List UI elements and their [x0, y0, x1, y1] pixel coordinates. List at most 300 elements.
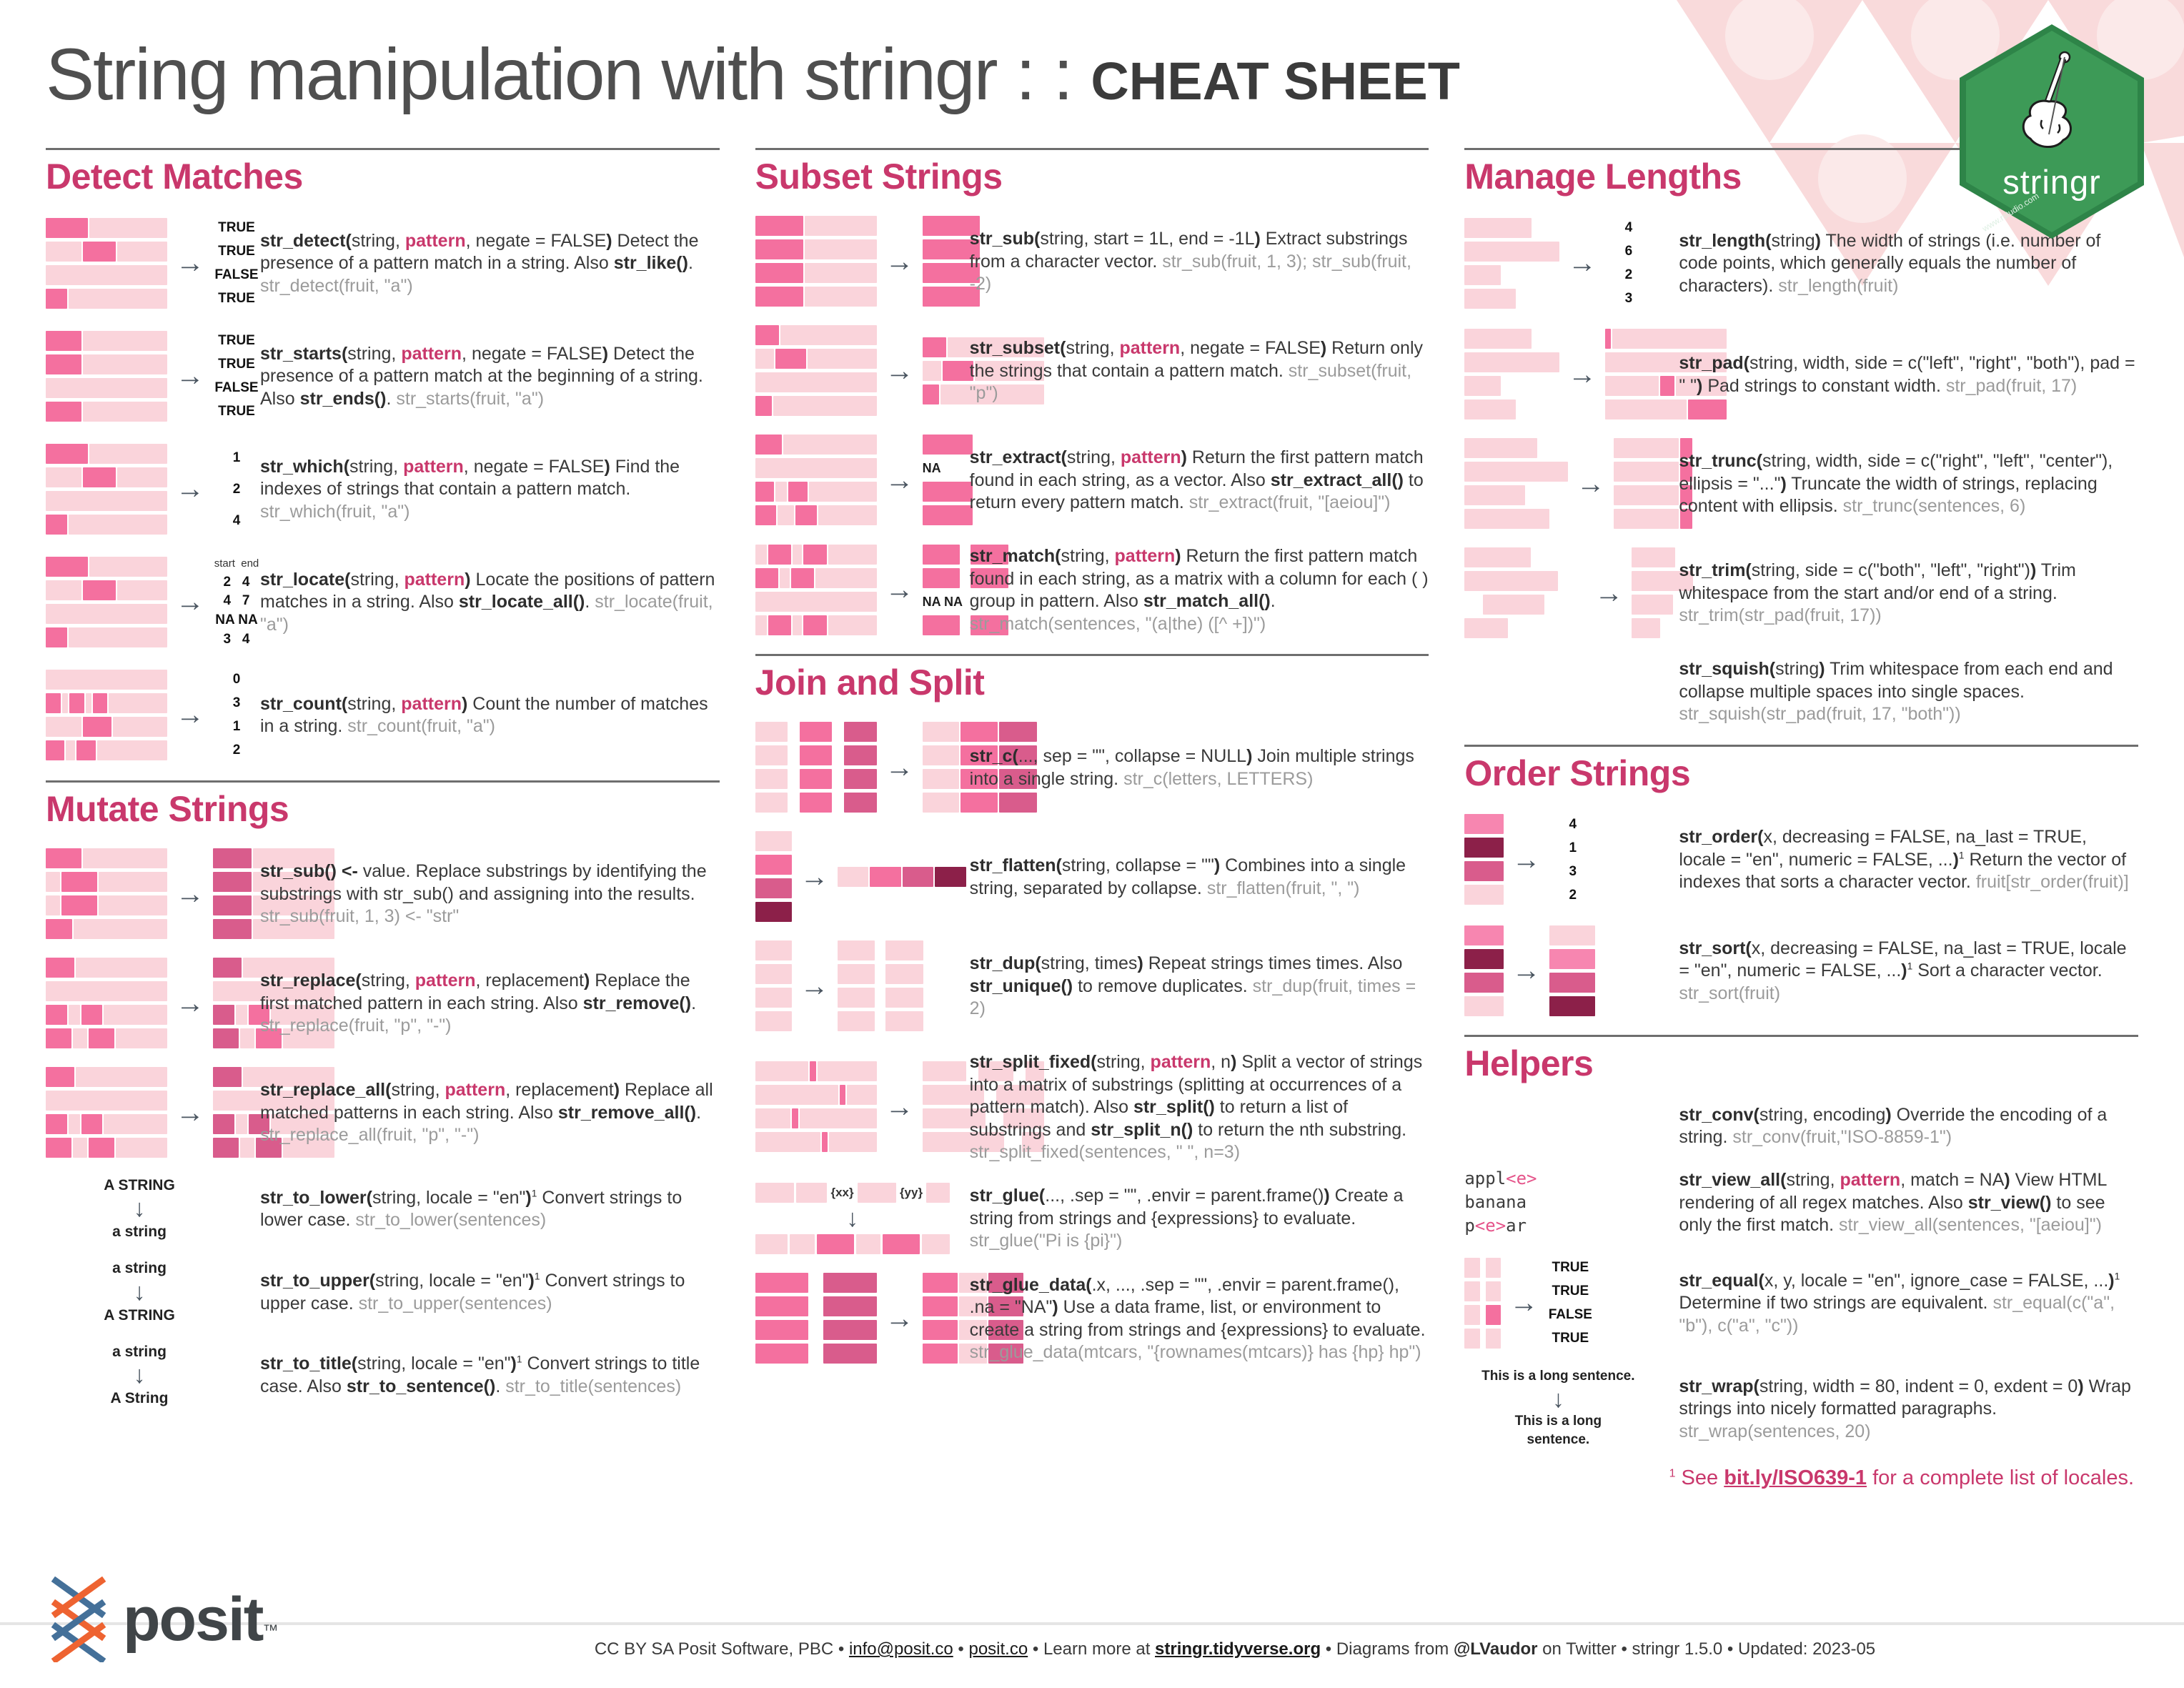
text-segment: , match = NA [1900, 1170, 2005, 1191]
diagram-box-row [755, 1085, 877, 1105]
code-line [1464, 1215, 1537, 1237]
entry-description [1679, 558, 2138, 627]
text-segment: banana [1464, 1191, 1527, 1212]
box-cell [823, 1344, 877, 1364]
box-cell [83, 402, 167, 422]
box-cell [808, 349, 876, 369]
text-segment: value. Replace substrings by identifying the substrings with str_sub() and assigning into the results. [260, 861, 707, 904]
text-segment: str_remove_all() [557, 1102, 697, 1123]
box-cell [1481, 1258, 1485, 1278]
text-segment: str_conv(fruit,"ISO-8859-1") [1732, 1127, 1952, 1147]
box-cell [1614, 462, 1679, 482]
arrow-down-icon: ↓ [1552, 1385, 1564, 1413]
text-segment: str_extract_all() [1270, 470, 1404, 490]
text-segment: string [1771, 230, 1815, 251]
arrow-right-icon: → [176, 586, 204, 617]
text-segment: string, width, side = c("right", "left", "center"), ellipsis = "..." [1679, 451, 2113, 494]
diagram-box-row [755, 878, 792, 898]
diagram-box-row [755, 592, 877, 612]
str_match-diagram [755, 545, 970, 635]
str_starts-diagram [46, 329, 260, 423]
diagram-box-row [1464, 571, 1586, 591]
diagram-top-label: This is a long sentence. [1481, 1369, 1635, 1384]
box-cell [788, 482, 807, 502]
arrow-right-icon: → [885, 1091, 914, 1123]
box-cell [923, 361, 942, 381]
section-title-join-and-split: Join and Split [755, 662, 985, 702]
text-segment: str_sub(fruit, 1, 3) <- "str" [260, 906, 460, 927]
text-segment: ) [1952, 849, 1959, 870]
content-columns [0, 131, 2184, 1490]
text-transform-diagram [46, 1259, 254, 1324]
diagram-box-row [838, 940, 923, 960]
diagram-box-row [46, 1067, 167, 1087]
text-segment: <e> [1474, 1215, 1507, 1236]
box-cell [213, 848, 252, 868]
box-cell [755, 1296, 809, 1316]
page-title-light: String manipulation with stringr : : [46, 34, 1091, 115]
box-cell [755, 545, 767, 565]
box-cell [83, 467, 116, 487]
box-cell [1464, 1281, 1479, 1301]
box-cell [780, 568, 789, 588]
text-segment: pattern [404, 569, 465, 590]
diagram-value: TRUE [218, 291, 255, 306]
box-cell [815, 568, 876, 588]
box-cell [236, 1005, 247, 1025]
box-cell [46, 402, 81, 422]
box-cell [240, 1138, 254, 1158]
diagram-bottom-label: a string [112, 1223, 167, 1241]
entry-str_to_title [46, 1343, 720, 1407]
diagram-box-row [838, 964, 923, 984]
box-cell [213, 872, 252, 892]
diagram-value: NA NA [215, 612, 258, 628]
text-segment: ) [602, 343, 609, 364]
box-cell [833, 769, 843, 789]
box-cell [1464, 861, 1503, 881]
diagram-box-row [1464, 509, 1549, 529]
box-cell [755, 1132, 820, 1152]
text-transform-diagram [46, 1176, 254, 1241]
input-strings [755, 722, 877, 813]
section-divider [755, 148, 1429, 150]
diagram-value: TRUE [218, 357, 255, 372]
logo-site-url: www.rstudio.com [1980, 191, 2041, 234]
text-segment: ) [1885, 1104, 1892, 1125]
text-segment: Find the indexes of strings that contain a pattern match. [260, 456, 680, 500]
diagram-box-row [1464, 814, 1503, 834]
arrow-right-icon: → [800, 970, 829, 1002]
input-strings [46, 557, 167, 647]
box-cell [46, 981, 167, 1001]
text-segment: appl [1464, 1168, 1507, 1188]
text-segment: str_trim( [1679, 560, 1752, 581]
text-segment: p [1464, 1215, 1475, 1236]
text-segment: ) [1254, 229, 1261, 249]
box-cell [213, 1114, 234, 1134]
box-cell [1464, 509, 1549, 529]
diagram-box-row [755, 1320, 877, 1340]
text-segment: ) [1815, 230, 1821, 251]
text-segment: str_replace_all(fruit, "p", "-") [260, 1125, 480, 1146]
box-cell [883, 1234, 920, 1254]
box-cell [923, 615, 960, 635]
box-cell [1612, 329, 1727, 349]
diagram-box-row [755, 988, 792, 1008]
box-cell [775, 349, 806, 369]
text-segment: , n [1211, 1052, 1231, 1072]
box-cell [810, 1273, 822, 1293]
box-cell [823, 1273, 877, 1293]
text-segment: str_conv( [1679, 1104, 1759, 1125]
diagram-box-row [1464, 547, 1586, 567]
diagram-value: 3 [232, 695, 241, 710]
box-cell [46, 1005, 67, 1025]
text-segment: <e> [1506, 1168, 1537, 1188]
text-segment: str_wrap( [1679, 1376, 1759, 1396]
text-segment: string, [350, 569, 404, 590]
text-segment: str_to_upper(sentences) [358, 1293, 552, 1314]
diagram-value: 3 4 [223, 632, 250, 647]
text-segment: str_to_sentence() [346, 1376, 496, 1396]
box-cell [1464, 218, 1532, 238]
box-cell [795, 505, 817, 525]
diagram-box-row [1464, 618, 1586, 638]
section-divider [46, 780, 720, 783]
box-cell [1660, 376, 1674, 396]
box-cell [840, 1085, 845, 1105]
diagram-bottom-label: sentence. [1527, 1431, 1590, 1447]
diagram-box-row [1464, 289, 1515, 309]
text-segment: Trim whitespace from the start and/or end of a string. [1679, 560, 2076, 603]
box-cell [961, 568, 970, 588]
text-segment: str_to_title(sentences) [505, 1376, 682, 1396]
box-cell [885, 1011, 923, 1031]
text-segment: pattern [415, 970, 476, 991]
diagram-box-row [46, 331, 167, 351]
box-cell [1464, 289, 1515, 309]
text-segment: 1 [516, 1354, 522, 1366]
box-cell [755, 482, 774, 502]
box-cell [923, 545, 960, 565]
text-segment: str_squish(str_pad(fruit, 17, "both")) [1679, 704, 1961, 724]
input-strings [1464, 438, 1568, 529]
box-cell [1464, 329, 1532, 349]
box-cell [847, 1085, 877, 1105]
entry-description [970, 336, 1429, 405]
diagram-box-row [1464, 329, 1532, 349]
diagram-box-row [755, 239, 877, 259]
diagram-box-row [755, 1183, 950, 1203]
entry-description [1679, 351, 2138, 397]
text-segment: str_view_all( [1679, 1170, 1787, 1191]
diagram-box-row [1549, 973, 1595, 993]
diagram-box-row [46, 1114, 167, 1134]
diagram-box-row [755, 505, 877, 525]
text-segment: Return the vector of indexes that sorts a character vector. [1679, 849, 2127, 893]
entry-str_conv [1464, 1103, 2138, 1149]
diagram-value: 2 [1569, 887, 1577, 903]
text-segment: ) [606, 230, 612, 251]
box-cell [1688, 399, 1727, 419]
text-segment: ) [1324, 1186, 1330, 1206]
text-segment: str_split() [1133, 1097, 1215, 1117]
text-segment: See [1675, 1466, 1724, 1490]
text-segment: str_flatten( [969, 855, 1062, 875]
text-segment: . [495, 1376, 506, 1396]
text-segment: 1 [531, 1188, 537, 1199]
link[interactable]: stringr.tidyverse.org [1155, 1639, 1321, 1659]
box-cell [923, 1320, 958, 1340]
text-segment: for a complete list of locales. [1867, 1466, 2135, 1490]
diagram-values [1547, 1256, 1594, 1350]
box-cell [810, 1296, 822, 1316]
arrow-right-icon: → [885, 1302, 914, 1334]
diagram-box-row [1549, 925, 1595, 945]
diagram-box-row [46, 740, 167, 760]
diagram-box-row [46, 981, 167, 1001]
link[interactable]: posit.co [968, 1639, 1028, 1659]
diagram-box-row [755, 263, 877, 283]
box-cell [844, 793, 876, 813]
box-cell [46, 580, 81, 600]
section-detect-matches [46, 148, 720, 762]
box-cell [755, 831, 792, 851]
text-segment: ) [583, 970, 590, 991]
text-segment: Trim whitespace from each end and collapse multiple spaces into single spaces. [1679, 659, 2113, 702]
diagram-box-row [1464, 925, 1503, 945]
box-cell [810, 1320, 822, 1340]
entry-str_glue [755, 1183, 1429, 1254]
text-segment: Combines into a single string, separated by collapse. [969, 855, 1406, 898]
text-segment: str_to_upper( [260, 1271, 376, 1291]
diagram-box-row [1464, 885, 1503, 905]
box-cell [935, 867, 966, 887]
diagram-value: TRUE [218, 244, 255, 259]
box-cell [74, 919, 167, 939]
text-segment: str_wrap(sentences, 20) [1679, 1421, 1871, 1441]
text-segment: ) [1213, 855, 1221, 875]
text-segment: str_sub() <- [260, 861, 363, 882]
text-segment: string [1775, 659, 1820, 679]
diagram-box-row [46, 717, 167, 737]
text-segment: . [585, 592, 595, 612]
str_count-diagram [46, 667, 260, 762]
box-cell [46, 1067, 74, 1087]
box-cell [755, 435, 782, 455]
diagram-box-row [46, 958, 167, 978]
stringr-hex-logo [1960, 24, 2144, 239]
box-cell [961, 615, 970, 635]
text-segment: Replace the first matched pattern in each string. Also [260, 970, 690, 1013]
text-segment: • Learn more at [1028, 1639, 1156, 1659]
box-cell [1614, 438, 1679, 458]
str_c-diagram [755, 722, 970, 813]
box-cell [755, 396, 773, 416]
box-cell [838, 867, 869, 887]
section-title-manage-lengths: Manage Lengths [1464, 157, 1742, 197]
diagram-box-row [1605, 399, 1727, 419]
diagram-box-row [923, 505, 973, 525]
section-title-order-strings: Order Strings [1464, 753, 1691, 793]
diagram-box-row [755, 435, 877, 455]
str_trunc-diagram [1464, 438, 1679, 529]
diagram-value: 4 [1624, 220, 1633, 235]
entry-description [260, 567, 720, 637]
link[interactable]: info@posit.co [848, 1639, 953, 1659]
text-segment: Convert strings to upper case. [260, 1271, 685, 1314]
text-segment: str_replace_all( [260, 1080, 392, 1101]
box-cell [213, 1067, 242, 1087]
section-subset-strings [755, 148, 1429, 635]
entry-str_starts [46, 329, 720, 423]
text-segment: ) [1780, 473, 1787, 494]
text-segment: str_length( [1679, 230, 1772, 251]
box-cell [768, 545, 791, 565]
column-3 [1464, 148, 2138, 1490]
text-segment: ) [462, 693, 468, 714]
text-segment: str_view() [1967, 1192, 2052, 1213]
text-segment: string, width, side = c("left", "right", "both"), pad = " " [1679, 353, 2135, 396]
text-segment: Locate the positions of pattern matches in a string. Also [260, 569, 715, 612]
box-cell [46, 604, 167, 624]
box-cell [885, 988, 923, 1008]
diagram-box-row [755, 902, 792, 922]
box-cell [46, 670, 167, 690]
diagram-box-row [755, 396, 877, 416]
box-cell [1605, 376, 1659, 396]
box-cell [961, 545, 970, 565]
text-segment: @LVaudor [1453, 1639, 1538, 1659]
str_split_fixed-diagram [755, 1061, 970, 1152]
arrow-right-icon: → [176, 1096, 204, 1128]
box-cell [809, 482, 877, 502]
diagram-top-label: a string [112, 1343, 167, 1360]
box-cell [755, 325, 780, 345]
diagram-value: 4 [232, 512, 241, 528]
box-cell [1464, 1258, 1479, 1278]
diagram-box-row [46, 1028, 167, 1048]
box-cell [1464, 618, 1507, 638]
box-cell [755, 1108, 791, 1128]
diagram-value: 2 4 [223, 574, 250, 590]
box-cell [83, 331, 167, 351]
diagram-box-row [755, 1344, 877, 1364]
text-segment: str_replace(fruit, "p", "-") [260, 1016, 452, 1036]
box-cell [1546, 595, 1586, 615]
diagram-bottom-label: A String [110, 1389, 169, 1406]
code-line [1464, 1168, 1537, 1190]
box-cell [1481, 1329, 1485, 1349]
entry-str_glue_data [755, 1273, 1429, 1364]
str_to_title-diagram [46, 1343, 260, 1407]
box-cell [923, 384, 940, 404]
box-cell [46, 919, 72, 939]
box-cell [61, 895, 97, 915]
diagram-value: 2 [232, 743, 241, 758]
diagram-box-row [755, 568, 877, 588]
box-cell [773, 396, 876, 416]
input-strings [1464, 218, 1559, 309]
diagram-box-row [46, 218, 167, 238]
str_glue_data-diagram [755, 1273, 970, 1364]
diagram-value: 2 [1624, 267, 1633, 282]
text-segment: str_trunc( [1679, 451, 1763, 472]
section-divider [755, 654, 1429, 656]
text-segment: str_unique() [969, 975, 1073, 996]
violin-icon [2017, 49, 2086, 156]
box-cell [755, 1273, 809, 1293]
box-cell [923, 745, 959, 765]
entry-description [260, 342, 720, 411]
box-cell [755, 1011, 792, 1031]
diagram-box-row [46, 1005, 167, 1025]
entry-str_order [1464, 813, 2138, 907]
diagram-values [213, 216, 260, 310]
arrow-right-icon: → [176, 473, 204, 505]
text-segment: string, [1061, 546, 1115, 566]
text-segment: str_split_fixed( [969, 1052, 1097, 1072]
entry-description [260, 968, 720, 1038]
box-cell [755, 722, 788, 742]
str_sub_assign-diagram [46, 848, 260, 939]
text-segment: str_glue_data( [969, 1274, 1092, 1295]
box-cell [796, 1183, 827, 1203]
input-strings [46, 331, 167, 422]
text-segment: str_equal( [1679, 1270, 1764, 1291]
box-cell [104, 1005, 167, 1025]
text-segment: str_locate(fruit, "a") [260, 592, 713, 635]
text-segment: CC BY SA Posit Software, PBC • [594, 1639, 849, 1659]
diagram-box-row [1464, 485, 1525, 505]
box-cell [213, 1028, 239, 1048]
code-line [1464, 1191, 1537, 1213]
text-segment: str_starts( [260, 343, 348, 364]
box-cell [810, 1061, 815, 1081]
box-cell [922, 1234, 949, 1254]
box-cell [838, 1011, 875, 1031]
link[interactable]: bit.ly/ISO639-1 [1724, 1466, 1867, 1490]
text-segment: The width of strings (i.e. number of code points, which generally equals the number of characters). [1679, 230, 2101, 296]
expression-label: {yy} [899, 1185, 923, 1199]
box-cell [805, 216, 877, 236]
box-cell [755, 878, 792, 898]
box-cell [755, 216, 803, 236]
box-cell [800, 722, 832, 742]
section-order-strings [1464, 745, 2138, 1016]
box-cell [83, 580, 116, 600]
diagram-box-row [755, 940, 792, 960]
box-cell [1464, 814, 1503, 834]
input-strings [46, 218, 167, 309]
input-strings [1464, 329, 1559, 419]
box-cell [46, 1091, 167, 1111]
box-cell [926, 1183, 950, 1203]
entry-description [1679, 1374, 2138, 1444]
diagram-box-row [46, 467, 167, 487]
input-strings [755, 216, 877, 307]
box-cell [76, 958, 167, 978]
diagram-value: TRUE [1552, 1284, 1589, 1299]
arrow-right-icon: → [1567, 247, 1597, 279]
box-cell [800, 1108, 877, 1128]
text-segment: Detect the presence of a pattern match at the beginning of a string. Also [260, 343, 703, 409]
text-segment: Replace all matched patterns in each string. Also [260, 1080, 713, 1123]
diagram-box-row [46, 627, 167, 647]
diagram-values [213, 555, 260, 649]
box-cell [99, 895, 167, 915]
